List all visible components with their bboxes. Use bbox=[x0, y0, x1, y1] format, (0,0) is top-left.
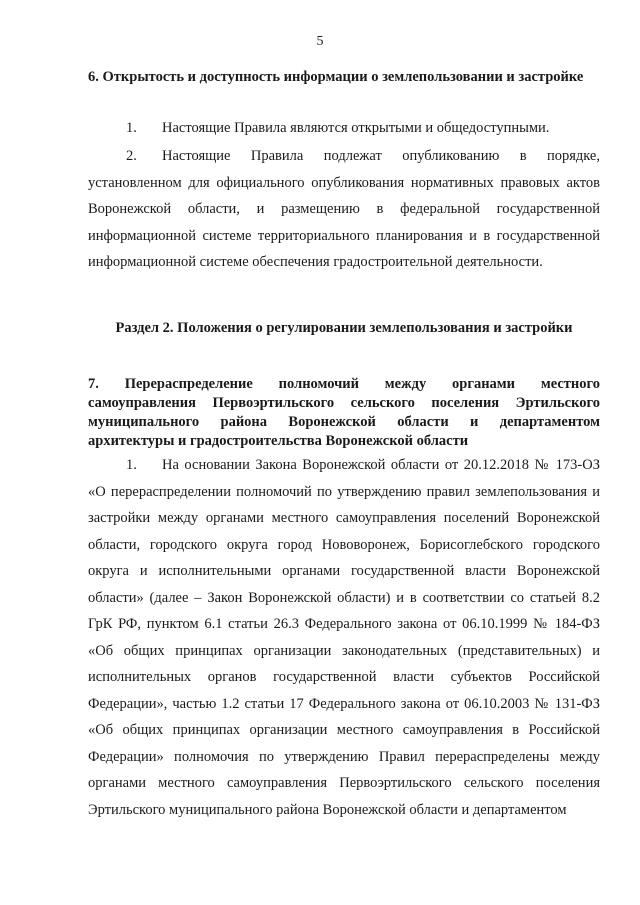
section-6-item-1 bbox=[88, 115, 600, 142]
section-6-item-2 bbox=[88, 143, 600, 276]
item-text: На основании Закона Воронежской области от 20.12.2018 № 173-ОЗ «О перераспределении полномочий по утверждению правил землепользования и застройки между органами местного самоуправления поселений Воронежской области, городского округа город Нововоронеж, Борисоглебского городского округа и исполнительными органами государственной власти Воронежской области» (далее – Закон Воронежской области) и в соответствии со статьей 8.2 ГрК РФ, пунктом 6.1 статьи 26.3 Федерального закона от 06.10.1999 № 184-ФЗ «Об общих принципах организации законодательных (представительных) и исполнительных органов государственной власти субъектов Российской Федерации», частью 1.2 статьи 17 Федерального закона от 06.10.2003 № 131-ФЗ «Об общих принципах организации местного самоуправления в Российской Федерации» полномочия по утверждению Правил перераспределены между органами местного самоуправления Первоэртильского сельского поселения Эртильского муниципального района Воронежской области и департаментом bbox=[88, 457, 600, 818]
section-6-heading: 6. Открытость и доступность информации о землепользовании и застройке bbox=[88, 69, 584, 85]
item-number: 1. bbox=[126, 457, 137, 473]
item-text: Настоящие Правила подлежат опубликованию в порядке, установленном для официального опубликования нормативных правовых актов Воронежской области, и размещению в федеральной государственной информационной системе территориального планирования и в государственной информационной системе обеспечения градостроительной деятельности. bbox=[88, 148, 600, 270]
section-7-item-1 bbox=[88, 452, 600, 823]
page-number: 5 bbox=[316, 34, 324, 49]
section-7-heading: 7. Перераспределение полномочий между органами местного самоуправления Первоэртильского сельского поселения Эртильского муниципального района Воронежской области и департаментом архитектуры и градостроительства Воронежской области bbox=[88, 376, 600, 449]
item-number: 1. bbox=[126, 120, 137, 136]
item-number: 2. bbox=[126, 148, 137, 164]
part-2-heading: Раздел 2. Положения о регулировании землепользования и застройки bbox=[115, 320, 573, 336]
item-text: Настоящие Правила являются открытыми и общедоступными. bbox=[162, 120, 550, 136]
